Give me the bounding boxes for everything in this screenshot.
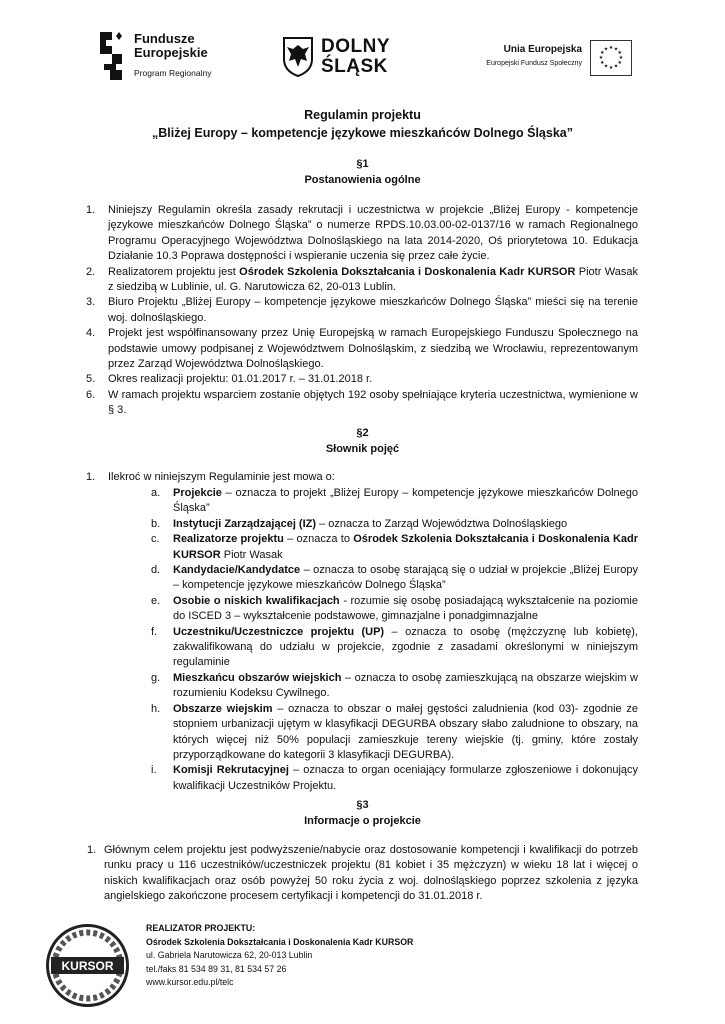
definition-term: Projekcie	[173, 487, 222, 499]
definition-item	[151, 517, 638, 532]
section-1-title: Postanowienia ogólne	[304, 174, 421, 186]
ds-line2: ŚLĄSK	[321, 56, 388, 77]
definition-item	[151, 625, 638, 671]
section-1-list	[86, 203, 638, 419]
eu-flag-icon	[590, 40, 632, 76]
section-1-heading	[0, 156, 725, 188]
definition-text: – oznacza to projekt „Bliżej Europy – kompetencje językowe mieszkańców Dolnego Śląska”	[173, 487, 638, 515]
definition-text: – oznacza to	[283, 533, 354, 546]
item-text: Głównym celem projektu jest podwyższenie/nabycie oraz dostosowanie kompetencji i kwalifikacji do potrzeb runku pracy u 116 uczestników/uczestniczek projektu (81 kobiet i 35 mężczyzn) w wieku 18 lat i więcej o niskich kwalifikacjach oraz osób powyżej 50 roku życia z woj. dolnośląskiego poprzez szkolenia z języka angielskiego zakończone procesem certyfikacji i kompetencji do 31.01.2018 r.	[104, 844, 638, 903]
definition-term: Instytucji Zarządzającej (IZ)	[173, 517, 317, 530]
item-bold-text: Ośrodek Szkolenia Dokształcania i Doskonalenia Kadr KURSOR	[239, 265, 576, 278]
definition-item	[151, 702, 638, 764]
definition-term: Kandydacie/Kandydatce	[173, 564, 301, 577]
title-line2: „Bliżej Europy – kompetencje językowe mieszkańców Dolnego Śląska”	[152, 126, 573, 140]
definition-term: Realizatorze projektu	[173, 533, 284, 546]
svg-text:★: ★	[603, 63, 609, 70]
definition-term: Obszarze wiejskim	[173, 702, 273, 715]
item-letter: f.	[151, 625, 158, 638]
kursor-logo-text: KURSOR	[61, 959, 114, 973]
section-2-title: Słownik pojęć	[325, 443, 400, 455]
eu-title: Unia Europejska	[503, 44, 582, 55]
footer-label: REALIZATOR PROJEKTU:	[146, 923, 256, 933]
footer-phone: tel./faks 81 534 89 31, 81 534 57 26	[146, 963, 287, 974]
item-letter: d.	[151, 564, 161, 577]
item-text: Realizatorem projektu jest	[108, 265, 240, 278]
list-item	[87, 843, 638, 905]
ds-line1: DOLNY	[321, 36, 390, 57]
svg-text:★: ★	[598, 55, 604, 61]
section-3-heading	[0, 797, 725, 829]
definition-item	[151, 563, 638, 594]
section-2-heading	[0, 425, 725, 457]
item-number: 1.	[86, 204, 96, 216]
item-text: Projekt jest współfinansowany przez Unię Europejską w ramach Europejskiego Funduszu Społecznego na podstawie umowy podpisanej z Województwem Dolnośląskim, z siedzibą we Wrocławiu, reprezentowanym przez Zarząd Województwa Dolnośląskiego.	[108, 327, 638, 371]
footer-www[interactable]: www.kursor.edu.pl/telc	[146, 977, 234, 987]
fe-mark-icon	[96, 30, 126, 82]
section-2-definitions	[151, 486, 639, 794]
list-item	[86, 372, 638, 387]
title-line1: Regulamin projektu	[304, 108, 421, 122]
dolny-slask-logo	[283, 37, 408, 81]
definition-text: – oznacza to obszar o małej gęstości zaludnienia (kod 03)- zgodnie ze stopniem urbanizacji ujętym w klasyfikacji DEGURBA obszary słabo zaludnione to obszary, na których więcej niż 50% populacji zamieszkuje tereny wiejskie (tj. gminy, które zostały przyporządkowane do kategorii 3 klasyfikacji DEGURBA).	[173, 702, 638, 761]
definition-text: – oznacza to organ oceniający formularze zgłoszeniowe i dokonujący kwalifikacji Uczestników Projektu.	[173, 764, 639, 792]
definition-term: Komisji Rekrutacyjnej	[173, 764, 289, 777]
definition-term: Uczestniku/Uczestniczce projektu (UP)	[173, 625, 385, 638]
item-number: 4.	[86, 327, 96, 340]
svg-text:★: ★	[603, 46, 609, 53]
item-text: Okres realizacji projektu: 01.01.2017 r. – 31.01.2018 r.	[108, 373, 373, 386]
eu-sub: Europejski Fundusz Społeczny	[486, 60, 582, 67]
definition-term: Ośrodek Szkolenia Dokształcania i Doskonalenia Kadr KURSOR	[173, 533, 639, 561]
definition-term: Osobie o niskich kwalifikacjach	[173, 594, 340, 607]
fe-line1: Fundusze	[134, 31, 195, 46]
section-2-sign: §2	[356, 427, 369, 439]
definition-text: – oznacza to osobę (mężczyznę lub kobietę), zakwalifikowaną do udziału w projekcie, zgodnie z zasadami określonymi w niniejszym regulaminie	[173, 625, 638, 669]
section-3-list	[87, 843, 638, 905]
kursor-logo	[45, 923, 130, 1008]
item-letter: c.	[151, 533, 160, 546]
svg-text:★: ★	[617, 50, 622, 56]
footer	[40, 918, 680, 1018]
item-text: W ramach projektu wsparciem zostanie objętych 192 osoby spełniające kryteria uczestnictwa, wymienione w § 3.	[108, 388, 638, 417]
definition-item	[151, 594, 638, 625]
item-number: 1.	[87, 844, 97, 856]
item-text: Niniejszy Regulamin określa zasady rekrutacji i uczestnictwa w projekcie „Bliżej Europy - kompetencje językowe mieszkańców Dolnego Śląska” o numerze RPDS.10.03.00-02-0137/16 w ramach Regionalnego Programu Operacyjnego Województwa Dolnośląskiego na lata 2014-2020, Oś priorytetowa 10. Edukacja Działanie 10.3 Poprawa dostępności i wspieranie uczenia się przez całe życie.	[108, 204, 638, 263]
definition-item	[151, 671, 638, 702]
footer-contact	[146, 922, 413, 990]
definition-item	[151, 763, 639, 794]
list-item	[86, 265, 638, 296]
list-item	[86, 203, 638, 265]
section-1-sign: §1	[356, 158, 369, 170]
definition-text: – oznacza to Zarząd Województwa Dolnośląskiego	[316, 517, 568, 530]
item-number: 6.	[86, 388, 96, 401]
definition-text: - rozumie się osobę posiadającą wykształcenie na poziomie do ISCED 3 – wykształcenie podstawowe, gimnazjalne i ponadgimnazjalne	[173, 594, 638, 623]
header-logos	[0, 0, 725, 100]
item-letter: a.	[151, 487, 161, 499]
definition-term: Mieszkańcu obszarów wiejskich	[173, 671, 342, 684]
list-item	[86, 295, 638, 326]
unia-europejska-logo	[470, 40, 630, 80]
item-letter: b.	[151, 517, 161, 530]
definition-text: – oznacza to osobę zamieszkującą na obszarze wiejskim w rozumieniu Kodeksu Cywilnego.	[173, 671, 638, 700]
svg-text:★: ★	[600, 50, 605, 56]
item-text: Ilekroć w niniejszym Regulaminie jest mowa o:	[108, 471, 335, 483]
definition-item	[151, 486, 638, 517]
item-number: 1.	[86, 471, 96, 483]
section-3-title: Informacje o projekcie	[304, 815, 421, 827]
section-2-intro	[86, 470, 638, 485]
list-item	[86, 326, 638, 372]
fe-sub: Program Regionalny	[134, 68, 212, 78]
item-letter: e.	[151, 594, 161, 607]
footer-address: ul. Gabriela Narutowicza 62, 20-013 Lublin	[146, 950, 313, 960]
item-text: Piotr Wasak z siedzibą w Lublinie, ul. G. Narutowicza 62, 20-013 Lublin.	[108, 265, 638, 294]
item-number: 5.	[86, 373, 96, 386]
svg-text:★: ★	[618, 55, 624, 61]
item-number: 3.	[86, 296, 96, 309]
footer-org: Ośrodek Szkolenia Dokształcania i Doskonalenia Kadr KURSOR	[146, 936, 414, 947]
item-letter: h.	[151, 702, 161, 715]
document-title	[0, 106, 725, 142]
definition-text: Piotr Wasak	[220, 548, 283, 561]
fundusze-europejskie-logo	[96, 30, 236, 82]
definition-item	[151, 532, 639, 563]
svg-text:★: ★	[608, 45, 614, 51]
svg-text:★: ★	[613, 63, 619, 70]
svg-text:★: ★	[613, 46, 619, 53]
item-letter: g.	[151, 671, 161, 684]
section-3-sign: §3	[356, 799, 369, 811]
svg-text:★: ★	[600, 60, 605, 66]
svg-text:★: ★	[617, 60, 622, 66]
eagle-shield-icon	[283, 37, 313, 77]
fe-line2: Europejskie	[134, 45, 208, 60]
definition-text: – oznacza to osobę starającą się o udział w projekcie „Bliżej Europy – kompetencje językowe mieszkańców Dolnego Śląska”	[173, 564, 638, 592]
item-number: 2.	[86, 265, 96, 278]
item-text: Biuro Projektu „Bliżej Europy – kompetencje językowe mieszkańców Dolnego Śląska” mieści się na terenie woj. dolnośląskiego.	[108, 296, 638, 324]
svg-text:★: ★	[608, 65, 614, 71]
item-letter: i.	[151, 764, 157, 777]
list-item	[86, 388, 638, 419]
